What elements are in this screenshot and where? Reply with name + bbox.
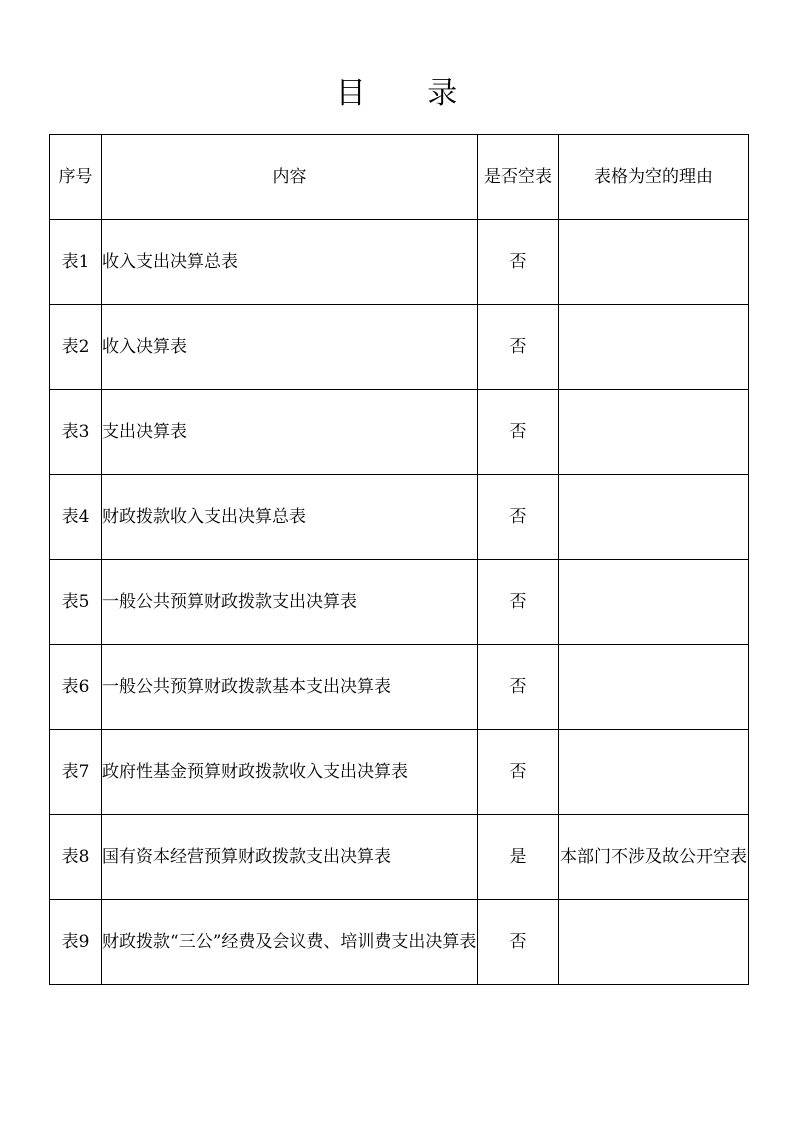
row-is-empty: 否 [478,475,559,560]
row-reason [559,560,749,645]
header-is-empty: 是否空表 [478,135,559,220]
toc-table [49,134,749,985]
row-is-empty: 否 [478,730,559,815]
row-content: 一般公共预算财政拨款基本支出决算表 [102,645,478,730]
row-content: 支出决算表 [102,390,478,475]
page-title: 目 录 [335,76,484,111]
row-reason [559,730,749,815]
table-row [50,220,749,305]
row-content: 财政拨款收入支出决算总表 [102,475,478,560]
row-num: 表9 [50,900,102,985]
row-is-empty: 否 [478,900,559,985]
row-content: 收入决算表 [102,305,478,390]
row-is-empty: 否 [478,390,559,475]
row-content: 收入支出决算总表 [102,220,478,305]
table-row [50,475,749,560]
table-header-row [50,135,749,220]
row-num: 表3 [50,390,102,475]
row-num: 表6 [50,645,102,730]
row-num: 表2 [50,305,102,390]
row-is-empty: 否 [478,645,559,730]
row-reason [559,390,749,475]
row-reason [559,220,749,305]
row-is-empty: 否 [478,305,559,390]
table-row [50,815,749,900]
row-content: 财政拨款“三公”经费及会议费、培训费支出决算表 [102,900,478,985]
row-is-empty: 否 [478,560,559,645]
table-row [50,305,749,390]
table-row [50,645,749,730]
table-row [50,730,749,815]
header-reason: 表格为空的理由 [559,135,749,220]
row-num: 表7 [50,730,102,815]
row-reason: 本部门不涉及故公开空表 [559,815,749,900]
row-content: 国有资本经营预算财政拨款支出决算表 [102,815,478,900]
row-reason [559,475,749,560]
row-reason [559,305,749,390]
row-content: 一般公共预算财政拨款支出决算表 [102,560,478,645]
header-num: 序号 [50,135,102,220]
row-num: 表1 [50,220,102,305]
row-num: 表4 [50,475,102,560]
table-row [50,900,749,985]
row-reason [559,900,749,985]
row-reason [559,645,749,730]
row-num: 表5 [50,560,102,645]
row-content: 政府性基金预算财政拨款收入支出决算表 [102,730,478,815]
row-is-empty: 是 [478,815,559,900]
row-num: 表8 [50,815,102,900]
header-content: 内容 [102,135,478,220]
table-row [50,390,749,475]
row-is-empty: 否 [478,220,559,305]
table-row [50,560,749,645]
